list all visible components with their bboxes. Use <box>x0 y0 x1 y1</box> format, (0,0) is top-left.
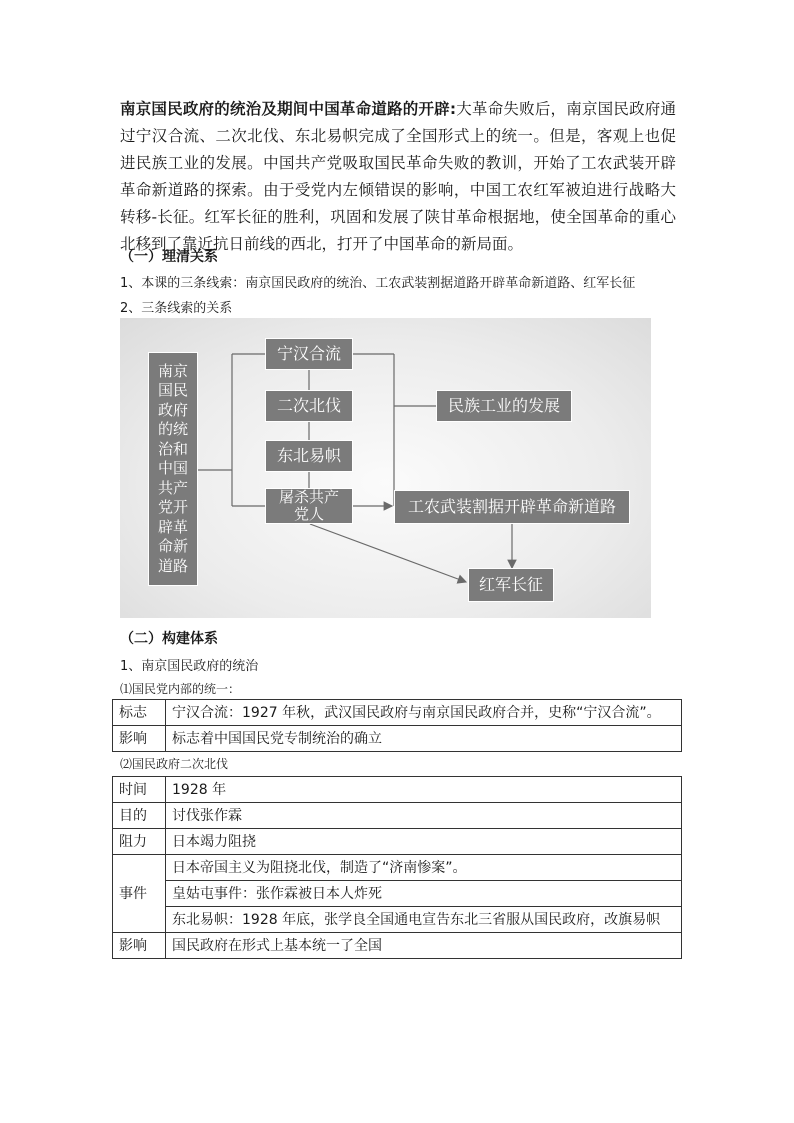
node-northeast-flag-change: 东北易帜 <box>265 440 353 472</box>
intro-heading: 南京国民政府的统治及期间中国革命道路的开辟: <box>120 100 457 118</box>
node-national-industry: 民族工业的发展 <box>436 390 572 422</box>
table-cell-key: 标志 <box>113 700 166 726</box>
table-northern-expedition <box>112 776 682 959</box>
table-cell-key: 时间 <box>113 777 166 803</box>
table-cell-value: 国民政府在形式上基本统一了全国 <box>166 933 682 959</box>
section1-line2: 2、三条线索的关系 <box>120 301 233 316</box>
table-row <box>113 829 682 855</box>
section2-title: （二）构建体系 <box>120 631 218 647</box>
table-row <box>113 907 682 933</box>
node-revolutionary-path: 工农武装割据开辟革命新道路 <box>394 490 630 524</box>
main-topic-box: 南京国民政府的统治和中国共产党开辟革命新道路 <box>148 352 198 586</box>
table-row <box>113 933 682 959</box>
table-row <box>113 700 682 726</box>
relationship-diagram <box>120 318 651 618</box>
table-cell-value: 日本帝国主义为阻挠北伐，制造了“济南惨案”。 <box>166 855 682 881</box>
intro-text: 大革命失败后，南京国民政府通过宁汉合流、二次北伐、东北易帜完成了全国形式上的统一。但是，客观上也促进民族工业的发展。中国共产党吸取国民革命失败的教训，开始了工农武装开辟革命新道路的探索。由于受党内左倾错误的影响，中国工农红军被迫进行战略大转移-长征。红军长征的胜利，巩固和发展了陕甘革命根据地，使全国革命的重心北移到了靠近抗日前线的西北，打开了中国革命的新局面。 <box>120 100 676 253</box>
table-cell-key: 阻力 <box>113 829 166 855</box>
section2-sub2: ⑵国民政府二次北伐 <box>120 757 229 771</box>
table-cell-value: 日本竭力阻挠 <box>166 829 682 855</box>
node-massacre-communists: 屠杀共产党人 <box>265 488 353 524</box>
table-cell-key: 影响 <box>113 726 166 752</box>
diagram-connectors <box>120 318 651 618</box>
table-cell-value: 宁汉合流：1927 年秋，武汉国民政府与南京国民政府合并，史称“宁汉合流”。 <box>166 700 682 726</box>
section2-line1: 1、南京国民政府的统治 <box>120 659 259 674</box>
node-ninghan-merger: 宁汉合流 <box>265 338 353 370</box>
table-cell-key: 目的 <box>113 803 166 829</box>
table-row <box>113 803 682 829</box>
table-row <box>113 855 682 881</box>
table-row <box>113 777 682 803</box>
table-row <box>113 726 682 752</box>
node-long-march: 红军长征 <box>468 568 554 602</box>
section2-sub1: ⑴国民党内部的统一： <box>120 682 241 696</box>
table-row <box>113 881 682 907</box>
table-unification <box>112 699 682 752</box>
section1-title: （一）理清关系 <box>120 249 218 265</box>
table-cell-value: 标志着中国国民党专制统治的确立 <box>166 726 682 752</box>
table-cell-value: 讨伐张作霖 <box>166 803 682 829</box>
table-cell-value: 皇姑屯事件：张作霖被日本人炸死 <box>166 881 682 907</box>
table-cell-key: 事件 <box>113 855 166 933</box>
table-cell-value: 东北易帜：1928 年底，张学良全国通电宣告东北三省服从国民政府，改旗易帜 <box>166 907 682 933</box>
table-cell-value: 1928 年 <box>166 777 682 803</box>
node-second-northern-expedition: 二次北伐 <box>265 390 353 422</box>
section1-line1: 1、本课的三条线索：南京国民政府的统治、工农武装割据道路开辟革命新道路、红军长征 <box>120 276 636 291</box>
table-cell-key: 影响 <box>113 933 166 959</box>
intro-paragraph <box>120 96 676 258</box>
